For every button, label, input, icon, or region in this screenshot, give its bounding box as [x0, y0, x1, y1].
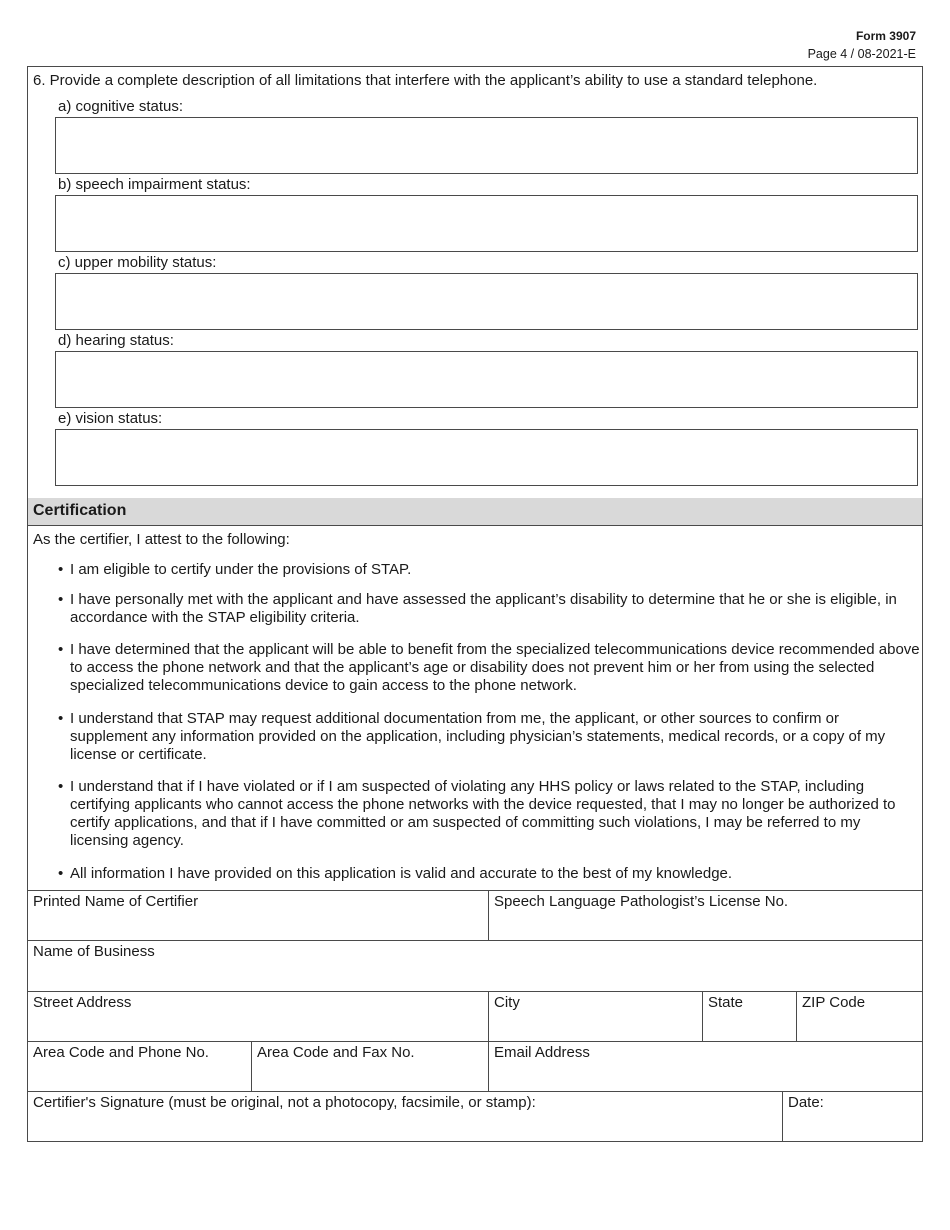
- date-label: Date:: [788, 1094, 824, 1111]
- certification-header-bar: [27, 498, 923, 525]
- business-name-label: Name of Business: [33, 943, 155, 960]
- attestation-intro: As the certifier, I attest to the following:: [33, 531, 290, 548]
- list-item: [58, 641, 920, 695]
- list-item-text: I understand that STAP may request additional documentation from me, the applicant, or other sources to confirm or supplement any information provided on the application, including physician’s statements, medical records, or a copy of my license or certificate.: [70, 710, 886, 763]
- speech-impairment-status-label: b) speech impairment status:: [58, 176, 251, 193]
- list-item: [58, 561, 920, 579]
- state-label: State: [708, 994, 744, 1011]
- email-address-field[interactable]: [489, 1042, 922, 1092]
- city-label: City: [494, 994, 520, 1011]
- zip-code-field[interactable]: [797, 992, 922, 1042]
- page-info: Page 4 / 08-2021-E: [807, 47, 916, 61]
- cognitive-status-label: a) cognitive status:: [58, 98, 184, 115]
- vision-status-field[interactable]: [55, 429, 918, 486]
- hearing-status-label: d) hearing status:: [58, 332, 174, 349]
- certification-title: Certification: [33, 502, 127, 519]
- bullet-mark: •: [58, 641, 64, 658]
- signature-label: Certifier's Signature (must be original, not a photocopy, facsimile, or stamp):: [33, 1094, 536, 1111]
- upper-mobility-status-label: c) upper mobility status:: [58, 254, 217, 271]
- phone-number-field[interactable]: [28, 1042, 252, 1092]
- business-name-field[interactable]: [28, 941, 922, 992]
- list-item: [58, 710, 920, 764]
- vision-status-label: e) vision status:: [58, 410, 163, 427]
- form-number: Form 3907: [855, 29, 916, 43]
- list-item-text: I have determined that the applicant will be able to benefit from the specialized telecommunications device recommended above to access the phone network and that the applicant’s age or disability does not prevent him or her from using the selected specialized telecommunications device to gain access to the phone network.: [70, 641, 920, 694]
- street-address-field[interactable]: [28, 992, 489, 1042]
- bullet-mark: •: [58, 710, 64, 727]
- printed-name-label: Printed Name of Certifier: [33, 893, 199, 910]
- license-number-label: Speech Language Pathologist’s License No.: [494, 893, 789, 910]
- phone-number-label: Area Code and Phone No.: [33, 1044, 209, 1061]
- date-field[interactable]: [783, 1092, 922, 1141]
- fax-number-field[interactable]: [252, 1042, 489, 1092]
- upper-mobility-status-field[interactable]: [55, 273, 918, 330]
- printed-name-field[interactable]: [28, 891, 489, 941]
- bullet-mark: •: [58, 591, 64, 608]
- street-address-label: Street Address: [33, 994, 132, 1011]
- list-item: [58, 591, 920, 627]
- state-field[interactable]: [703, 992, 797, 1042]
- list-item: [58, 865, 920, 883]
- list-item-text: All information I have provided on this application is valid and accurate to the best of my knowledge.: [70, 865, 733, 882]
- bullet-mark: •: [58, 561, 64, 578]
- bullet-mark: •: [58, 778, 64, 795]
- signature-field[interactable]: [28, 1092, 783, 1141]
- speech-impairment-status-field[interactable]: [55, 195, 918, 252]
- license-number-field[interactable]: [489, 891, 922, 941]
- hearing-status-field[interactable]: [55, 351, 918, 408]
- cognitive-status-field[interactable]: [55, 117, 918, 174]
- list-item-text: I have personally met with the applicant and have assessed the applicant’s disability to determine that he or she is eligible, in accordance with the STAP eligibility criteria.: [70, 591, 897, 626]
- email-address-label: Email Address: [494, 1044, 590, 1061]
- zip-code-label: ZIP Code: [802, 994, 866, 1011]
- question-6-text: 6. Provide a complete description of all limitations that interfere with the applicant’s ability to use a standard telephone.: [33, 72, 818, 89]
- fax-number-label: Area Code and Fax No.: [257, 1044, 415, 1061]
- list-item-text: I am eligible to certify under the provisions of STAP.: [70, 561, 412, 578]
- list-item: [58, 778, 920, 850]
- list-item-text: I understand that if I have violated or if I am suspected of violating any HHS policy or laws related to the STAP, including certifying applicants who cannot access the phone networks with the device requested, that I may no longer be authorized to certify applications, and that if I have committed or am suspected of committing such violations, I may be referred to my licensing agency.: [70, 778, 896, 849]
- certifier-info-grid: [27, 890, 923, 1142]
- city-field[interactable]: [489, 992, 703, 1042]
- bullet-mark: •: [58, 865, 64, 882]
